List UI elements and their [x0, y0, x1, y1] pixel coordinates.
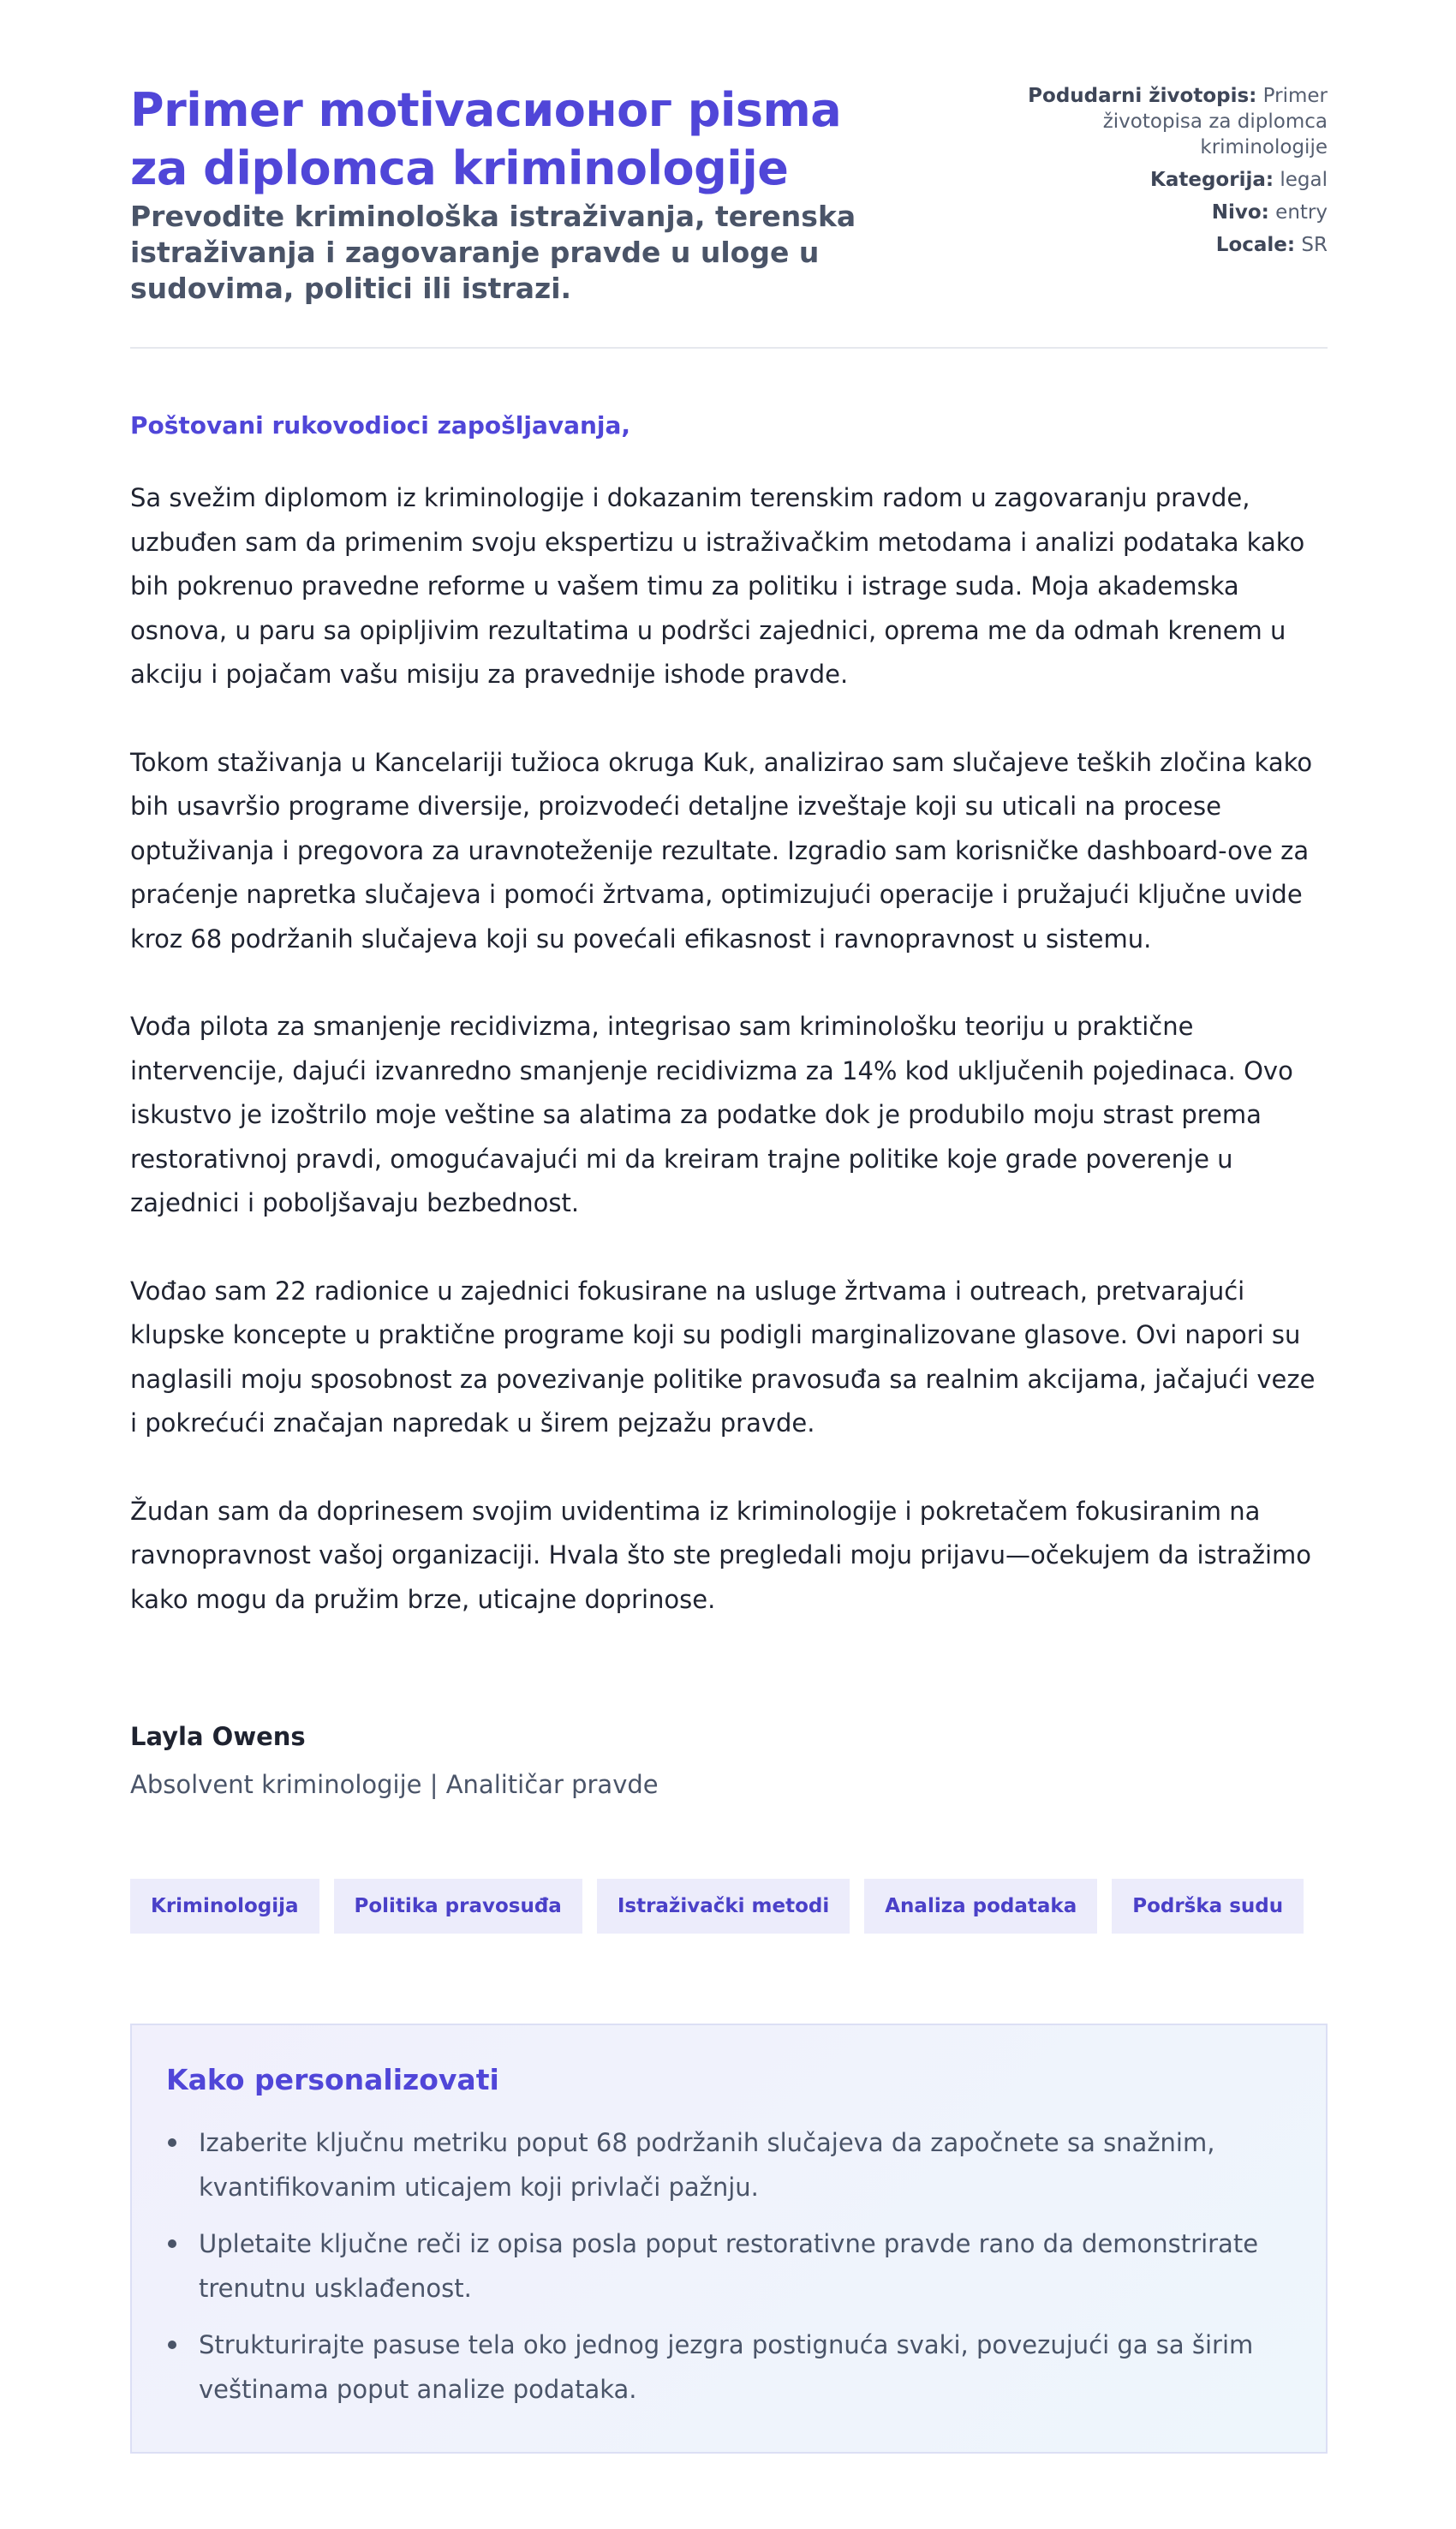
signature-name: Layla Owens	[130, 1722, 306, 1751]
meta-category	[1019, 167, 1328, 193]
bullet-icon	[168, 2341, 176, 2349]
tip-text: Izaberite ključnu metriku poput 68 podržanih slučajeva da započnete sa snažnim, kvantifikovanim uticajem koji privlači pažnju.	[199, 2128, 1215, 2202]
letter-body	[130, 476, 1328, 1665]
bullet-icon	[168, 2138, 176, 2147]
personalization-tips	[130, 2024, 1328, 2454]
letter-paragraph: Vođa pilota za smanjenje recidivizma, integrisao sam kriminološku teoriju u praktične intervencije, dajući izvanredno smanjenje recidivizma za 14% kod uključenih pojedinaca. Ovo iskustvo je izoštrilo moje veštine sa alatima za podatke dok je produbilo moju strast prema restorativnoj pravdi, omogućavajući mi da kreiram trajne politike koje grade poverenje u zajednici i poboljšavaju bezbednost.	[130, 1012, 1293, 1217]
cover-letter-page	[130, 0, 1328, 2404]
letter-paragraph: Sa svežim diplomom iz kriminologije i dokazanim terenskim radom u zagovaranju pravde, uzbuđen sam da primenim svoju ekspertizu u istraživačkim metodama i analizi podataka kako bih pokrenuo pravedne reforme u vašem timu za politiku i istrage suda. Moja akademska osnova, u paru sa opipljivim rezultatima u podršci zajednici, oprema me da odmah krenem u akciju i pojačam vašu misiju za pravednije ishode pravde.	[130, 483, 1305, 689]
tip-text: Strukturirajte pasuse tela oko jednog jezgra postignuća svaki, povezujući ga sa širim veštinama poput analize podataka.	[199, 2330, 1254, 2404]
meta-resume-label: Podudarni životopis:	[1028, 85, 1257, 107]
letter-greeting: Poštovani rukovodioci zapošljavanja,	[130, 411, 631, 439]
letter-paragraph: Tokom staživanja u Kancelariji tužioca okruga Kuk, analizirao sam slučajeve teških zločina kako bih usavršio programe diversije, proizvodeći detaljne izveštaje koji su uticali na procese optuživanja i pregovora za uravnoteženije rezultate. Izgradio sam korisničke dashboard-ove za praćenje napretka slučajeva i pomoći žrtvama, optimizujući operacije i pružajući ključne uvide kroz 68 podržanih slučajeva koji su povećali efikasnost i ravnopravnost u sistemu.	[130, 747, 1313, 954]
meta-level-value: entry	[1275, 201, 1328, 224]
skill-tag: Podrška sudu	[1112, 1879, 1304, 1934]
tips-title: Kako personalizovati	[166, 2063, 499, 2096]
signature-role: Absolvent kriminologije | Analitičar pravde	[130, 1770, 659, 1799]
skill-tag: Kriminologija	[130, 1879, 319, 1934]
skill-tags	[130, 1879, 1304, 1934]
tip-item	[166, 2120, 1292, 2209]
meta-locale	[1019, 232, 1328, 258]
meta-level-label: Nivo:	[1211, 201, 1269, 224]
meta-panel	[1019, 83, 1328, 265]
bullet-icon	[168, 2239, 176, 2248]
header-divider	[130, 347, 1328, 349]
meta-level	[1019, 200, 1328, 225]
letter-paragraph: Vođao sam 22 radionice u zajednici fokusirane na usluge žrtvama i outreach, pretvarajući klupske koncepte u praktične programe koji su podigli marginalizovane glasove. Ovi napori su naglasili moju sposobnost za povezivanje politike pravosuđa sa realnim akcijama, jačajući veze i pokrećući značajan napredak u širem pejzažu pravde.	[130, 1276, 1316, 1438]
page-header	[130, 0, 1328, 351]
tip-text: Upletaite ključne reči iz opisa posla poput restorativne pravde rano da demonstrirate trenutnu usklađenost.	[199, 2229, 1259, 2303]
meta-locale-value: SR	[1301, 234, 1328, 256]
meta-locale-label: Locale:	[1215, 234, 1296, 256]
letter-paragraph: Žudan sam da doprinesem svojim uvidentima iz kriminologije i pokretačem fokusiranim na ravnopravnost vašoj organizaciji. Hvala što ste pregledali moju prijavu—očekujem da istražimo kako mogu da pružim brze, uticajne doprinose.	[130, 1496, 1312, 1614]
meta-resume	[1019, 83, 1328, 160]
meta-category-value: legal	[1280, 169, 1328, 191]
tips-list	[166, 2120, 1292, 2412]
meta-resume-value: Primer životopisa za diplomca kriminologije	[1102, 85, 1328, 158]
skill-tag: Analiza podataka	[864, 1879, 1097, 1934]
skill-tag: Istraživački metodi	[597, 1879, 850, 1934]
skill-tag: Politika pravosuđa	[334, 1879, 582, 1934]
page-title: Primer motivacионог pisma za diplomca kriminologije	[130, 83, 842, 195]
tip-item	[166, 2221, 1292, 2311]
meta-category-label: Kategorija:	[1150, 169, 1274, 191]
page-subtitle: Prevodite kriminološka istraživanja, terenska istraživanja i zagovaranje pravde u uloge u sudovima, politici ili istrazi.	[130, 200, 856, 305]
tip-item	[166, 2323, 1292, 2412]
